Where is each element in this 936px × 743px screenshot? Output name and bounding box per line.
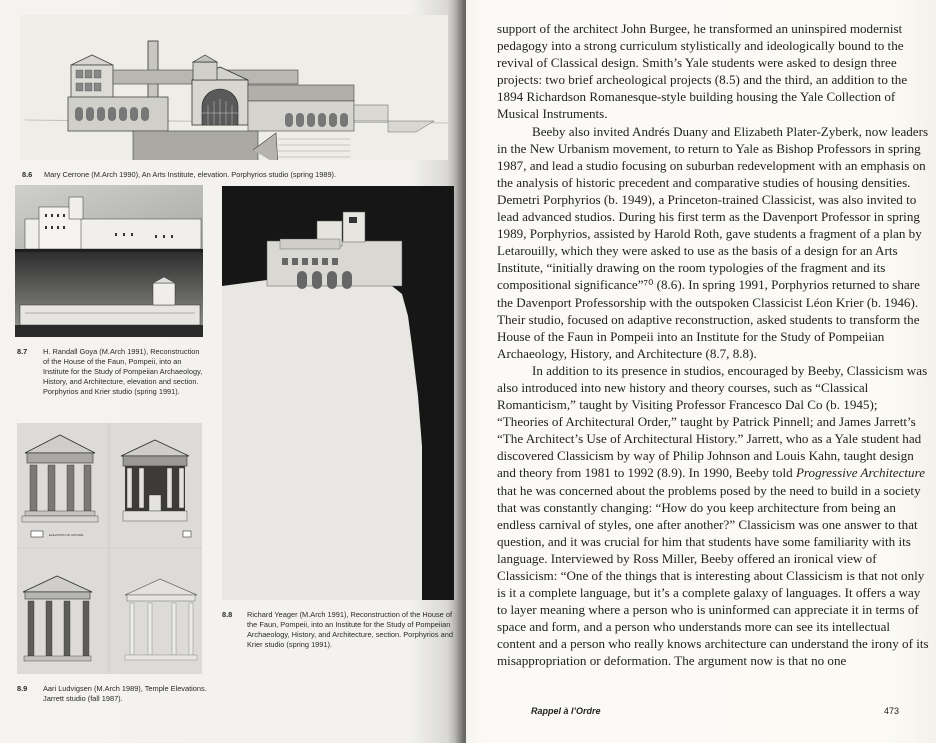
figure-8-7-house-of-faun-elevation-section [15, 185, 203, 337]
caption-text: Richard Yeager (M.Arch 1991), Reconstruction of the House of the Faun, Pompeii, into an Institute for the Study of Pompeiian Archaeology, History, and Architecture, section. Porphyrios and Krier studio (spring 1991). [247, 610, 453, 649]
page-number: 473 [884, 706, 900, 716]
caption-number: 8.7 [17, 347, 28, 356]
elevation-section-drawing [15, 185, 203, 337]
paragraph-3 [497, 362, 929, 670]
figure-8-8-caption [222, 610, 458, 655]
elevation-drawing [20, 15, 448, 160]
paragraph-3-part-1: In addition to its presence in studios, encouraged by Beeby, Classicism was also introduced into new history and theory courses, such as “Classical Romanticism,” taught by Visiting Professor Francesco Dal Co (b. 1945); “Theories of Architectural Order,” taught by Patrick Pinnell; and James Jarrett’s “The Architect’s Use of Architectural History.” Jarrett, who as a Yale student had discovered Classicism by way of Philip Johnson and Louis Kahn, taught design and theory from 1981 to 1992 (8.9). In 1990, Beeby told [497, 362, 928, 481]
figure-8-9-caption [17, 684, 222, 708]
caption-number: 8.6 [22, 170, 33, 179]
figure-8-6-arts-institute-elevation [20, 15, 448, 160]
running-head: Rappel à l’Ordre [531, 706, 601, 716]
figure-8-8-house-of-faun-section [222, 186, 454, 600]
caption-text: Mary Cerrone (M.Arch 1990), An Arts Institute, elevation. Porphyrios studio (spring 1989). [44, 170, 337, 179]
paragraph-3-part-2: that he was concerned about the problems posed by the need to build in a society that was constantly changing: “How do you keep architecture from being an endless carnival of styles, one after another?” Classicism was one answer to that question, and it was crucial for him that students have some familiarity with its language. Interviewed by Ross Miller, Beeby offered an ironical view of Classicism: “One of the things that is interesting about Classicism is that not only is it a complete language, but it’s a complete galaxy of languages. It offers a way to layer meaning where a person who is uninformed can appreciate it in terms of space and form, and a person who understands more can see its intellectual content and a person who really knows architecture can understand the irony of its misappropriation or deformation. The argument now is that no one [497, 482, 929, 669]
caption-text: H. Randall Goya (M.Arch 1991), Reconstruction of the House of the Faun, Pompeii, into an Institute for the Study of Pompeiian Archaeology, History, and Architecture, elevation and section. Porphyrios and Krier studio (spring 1991). [43, 347, 203, 396]
body-text [497, 20, 929, 670]
figure-8-7-caption [17, 347, 207, 407]
section-drawing [222, 186, 454, 600]
paragraph-2: Beeby also invited Andrés Duany and Elizabeth Plater-Zyberk, now leaders in the New Urbanism movement, to return to Yale as Bishop Professors in spring 1987, and lead a studio focusing on suburban redevelopment with an emphasis on the analysis of historic precedent and comparative studies of housing densities. Demetri Porphyrios (b. 1949), a Princeton-trained Classicist, was also invited to lead advanced studios. During his first term as the Davenport Professor in spring 1989, Porphyrios, assisted by Harold Roth, gave students a fragment of a plan by Letarouilly, which they were asked to use as the basis of a design for an Arts Institute, “initially drawing on the room typologies of the fragment and its compositional significance”⁷⁰ (8.6). In spring 1991, Porphyrios returned to share the Davenport Professorship with the outspoken Classicist Léon Krier (b. 1946). Their studio, focused on adaptive reconstruction, asked students to transform the House of the Faun in Pompeii into an Institute for the Study of Pompeiian Archaeology, History, and Architecture (8.7, 8.8). [497, 123, 929, 361]
temple-drawing-label: ELEVATION OF NATURE [49, 533, 84, 537]
temple-elevations-drawing [17, 423, 202, 674]
figure-8-9-temple-elevations [17, 423, 202, 674]
caption-number: 8.9 [17, 684, 28, 693]
caption-number: 8.8 [222, 610, 233, 619]
journal-title-progressive-architecture: Progressive Architecture [795, 465, 926, 481]
caption-text: Aari Ludvigsen (M.Arch 1989), Temple Elevations. Jarrett studio (fall 1987). [43, 684, 207, 703]
paragraph-1: support of the architect John Burgee, he transformed an uninspired modernist pedagogy into a strong curriculum stylistically and ideologically bound to the revival of Classical design. Smith’s Yale students were asked to design three projects: two brief archeological projects (8.5) and the third, an addition to the 1894 Richardson Romanesque-style building housing the Yale Collection of Musical Instruments. [497, 21, 908, 122]
left-page [0, 0, 466, 743]
